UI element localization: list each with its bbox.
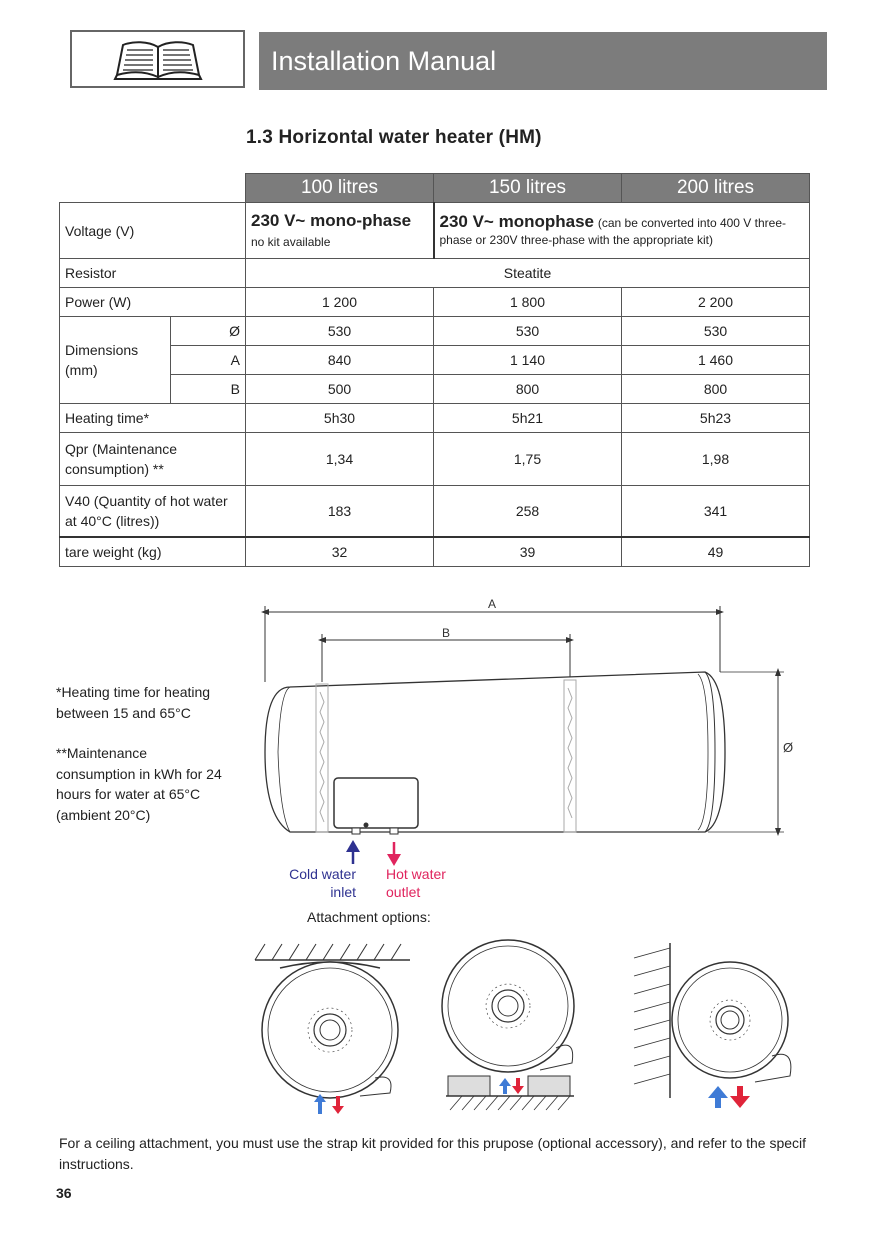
- dimension-diameter-label: Ø: [782, 740, 794, 755]
- open-book-icon: [113, 37, 203, 81]
- table-cell: 49: [622, 537, 810, 567]
- header-title: Installation Manual: [259, 32, 827, 90]
- row-label: Resistor: [60, 259, 246, 288]
- hot-outlet-arrow-icon: [387, 842, 401, 866]
- table-cell: 183: [246, 486, 434, 537]
- table-row-dimensions: [60, 346, 810, 375]
- attachment-options-illustration: [250, 938, 810, 1118]
- table-cell: 1,34: [246, 433, 434, 486]
- column-header: 200 litres: [622, 174, 810, 203]
- row-label: Dimensions (mm): [60, 317, 171, 404]
- voltage-value: 230 V~ mono-phase: [251, 211, 412, 230]
- table-cell: 1,75: [434, 433, 622, 486]
- table-cell: 800: [434, 375, 622, 404]
- hot-water-outlet-label: Hot water outlet: [386, 866, 446, 900]
- table-cell: 1 460: [622, 346, 810, 375]
- row-label: Heating time*: [60, 404, 246, 433]
- table-cell: 1,98: [622, 433, 810, 486]
- water-heater-tank: [265, 672, 725, 834]
- table-row-resistor: [60, 259, 810, 288]
- table-cell: 840: [246, 346, 434, 375]
- dimension-label: Ø: [171, 317, 246, 346]
- table-cell: 32: [246, 537, 434, 567]
- table-row-tare-weight: [60, 537, 810, 567]
- table-row-heating-time: [60, 404, 810, 433]
- thermostat-box: [334, 778, 418, 828]
- table-row-v40: [60, 486, 810, 537]
- table-cell: 258: [434, 486, 622, 537]
- page-number: 36: [56, 1185, 72, 1201]
- footnotes: [56, 682, 236, 845]
- dimension-a-label: A: [487, 597, 497, 611]
- table-cell: 1 140: [434, 346, 622, 375]
- table-cell: 39: [434, 537, 622, 567]
- cold-water-inlet-label: Cold water inlet: [289, 866, 356, 900]
- heating-time-note: *Heating time for heating between 15 and 65°C: [56, 684, 211, 721]
- attachment-options-title: Attachment options:: [307, 909, 431, 925]
- floor-attachment-option: [442, 940, 574, 1110]
- table-cell: 5h21: [434, 404, 622, 433]
- table-row-voltage: [60, 203, 810, 259]
- table-cell: 500: [246, 375, 434, 404]
- wall-attachment-option: [634, 943, 791, 1108]
- table-cell: 800: [622, 375, 810, 404]
- row-label: Voltage (V): [60, 203, 246, 259]
- dimension-label: B: [171, 375, 246, 404]
- voltage-note: (can be converted into 400 V three-phase or 230V three-phase with the appropriate kit): [439, 215, 786, 247]
- row-label: Power (W): [60, 288, 246, 317]
- table-row-dimensions: [60, 317, 810, 346]
- row-label: Qpr (Maintenance consumption) **: [60, 433, 246, 486]
- table-cell: 5h30: [246, 404, 434, 433]
- ceiling-attachment-option: [255, 944, 410, 1114]
- dimension-b-label: B: [441, 626, 451, 640]
- table-cell: 1 200: [246, 288, 434, 317]
- table-cell: 2 200: [622, 288, 810, 317]
- voltage-note: no kit available: [251, 235, 331, 249]
- heater-dimension-diagram: [250, 592, 810, 882]
- column-header: 100 litres: [246, 174, 434, 203]
- table-row-dimensions: [60, 375, 810, 404]
- table-cell: 530: [434, 317, 622, 346]
- cold-inlet-arrow-icon: [346, 840, 360, 864]
- section-title: 1.3 Horizontal water heater (HM): [246, 127, 542, 148]
- ceiling-attachment-note: For a ceiling attachment, you must use the strap kit provided for this prupose (optional accessory), and refer to the specif instructions.: [59, 1135, 807, 1172]
- table-row-qpr: [60, 433, 810, 486]
- table-cell: 530: [246, 317, 434, 346]
- table-cell: 5h23: [622, 404, 810, 433]
- table-cell: 530: [622, 317, 810, 346]
- voltage-value: 230 V~ monophase: [439, 211, 594, 231]
- table-cell: Steatite: [246, 259, 810, 288]
- table-cell: 1 800: [434, 288, 622, 317]
- row-label: tare weight (kg): [60, 537, 246, 567]
- table-cell: 341: [622, 486, 810, 537]
- row-label: V40 (Quantity of hot water at 40°C (litres)): [60, 486, 246, 537]
- column-header: 150 litres: [434, 174, 622, 203]
- table-row-power: [60, 288, 810, 317]
- manual-logo: [70, 30, 245, 88]
- maintenance-note: **Maintenance consumption in kWh for 24 hours for water at 65°C (ambient 20°C): [56, 745, 222, 823]
- dimension-label: A: [171, 346, 246, 375]
- specifications-table: [59, 173, 810, 567]
- table-header-row: [60, 174, 810, 203]
